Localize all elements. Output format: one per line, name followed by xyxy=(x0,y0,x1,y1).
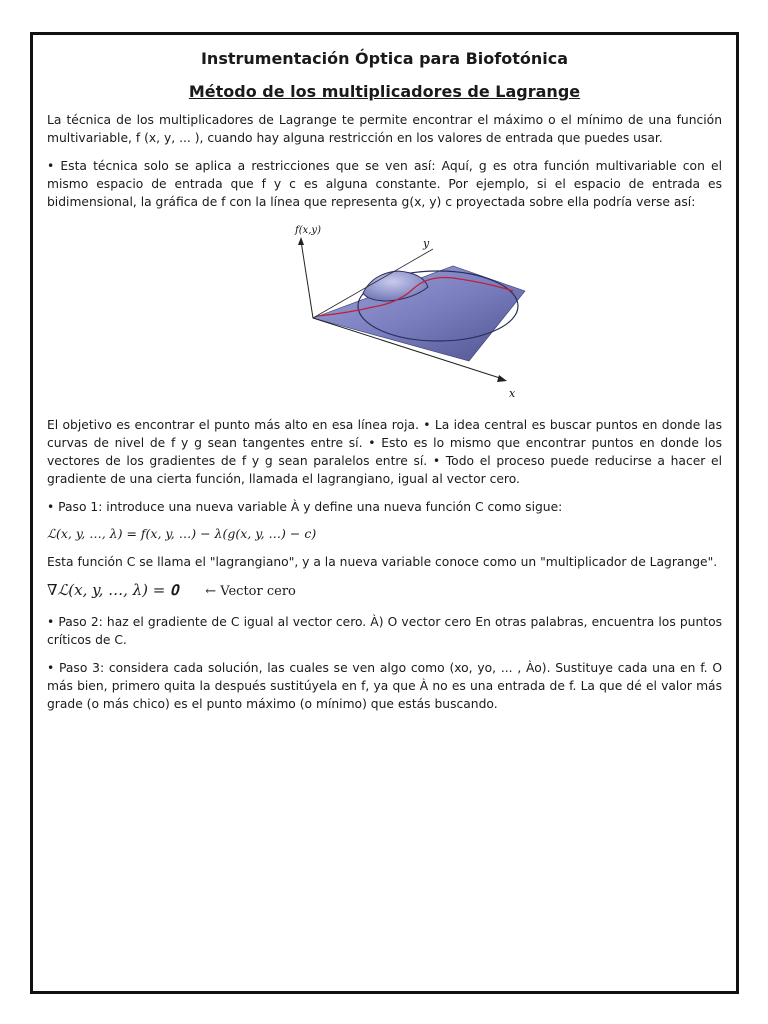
paragraph-intro: La técnica de los multiplicadores de Lagrange te permite encontrar el máximo o el mínimo de una función multivariable, f (x, y, ... ), cuando hay alguna restricción en los valores de entrada que puedes usar. xyxy=(47,113,722,145)
axis-label-z: f(x,y) xyxy=(295,225,321,236)
paragraph-step2: • Paso 2: haz el gradiente de C igual al vector cero. À) O vector cero En otras palabras, encuentra los puntos críticos de C. xyxy=(47,615,722,647)
z-axis xyxy=(301,241,313,318)
document-page xyxy=(30,32,739,994)
paragraph-restriction: • Esta técnica solo se aplica a restricciones que se ven así: Aquí, g es otra función multivariable con el mismo espacio de entrada que f y c es alguna constante. Por ejemplo, si el espacio de entrada es bidimensional, la gráfica de f con la línea que representa g(x, y) c proyectada sobre ella podría verse así: xyxy=(47,159,722,209)
document-title: Instrumentación Óptica para Biofotónica xyxy=(200,49,569,68)
gradient-formula xyxy=(47,581,722,599)
surface-figure xyxy=(33,221,736,406)
gradient-equation: ∇ℒ(x, y, …, λ) = 𝟎 xyxy=(47,581,179,599)
paragraph-lagrangian-def: Esta función C se llama el "lagrangiano", y a la nueva variable conoce como un "multiplicador de Lagrange". xyxy=(47,555,718,569)
gradient-note: ← Vector cero xyxy=(205,584,296,599)
document-subtitle: Método de los multiplicadores de Lagrange xyxy=(188,82,581,101)
axis-label-x: x xyxy=(509,387,516,400)
surface-plot xyxy=(263,221,516,406)
z-axis-arrow xyxy=(298,237,304,245)
paragraph-step1: • Paso 1: introduce una nueva variable À y define una nueva función C como sigue: xyxy=(47,500,563,514)
x-axis-arrow xyxy=(497,375,507,382)
paragraph-step3: • Paso 3: considera cada solución, las cuales se ven algo como (xo, yo, ... , Ào). Sustituye cada una en f. O más bien, primero quita la después sustitúyela en f, ya que À no es una entrada de f. La que dé el valor más grade (o más chico) es el punto máximo (o mínimo) que estás buscando. xyxy=(47,661,722,711)
paragraph-objective: El objetivo es encontrar el punto más alto en esa línea roja. • La idea central es buscar puntos en donde las curvas de nivel de f y g sean tangentes entre sí. • Esto es lo mismo que encontrar puntos en donde los vectores de los gradientes de f y g sean paralelos entre sí. • Todo el proceso puede reducirse a hacer el gradiente de una cierta función, llamada el lagrangiano, igual al vector cero. xyxy=(47,418,722,486)
document-content xyxy=(33,35,736,713)
axis-label-y: y xyxy=(423,237,430,250)
lagrangian-formula: ℒ(x, y, …, λ) = f(x, y, …) − λ(g(x, y, …) − c) xyxy=(47,526,317,541)
